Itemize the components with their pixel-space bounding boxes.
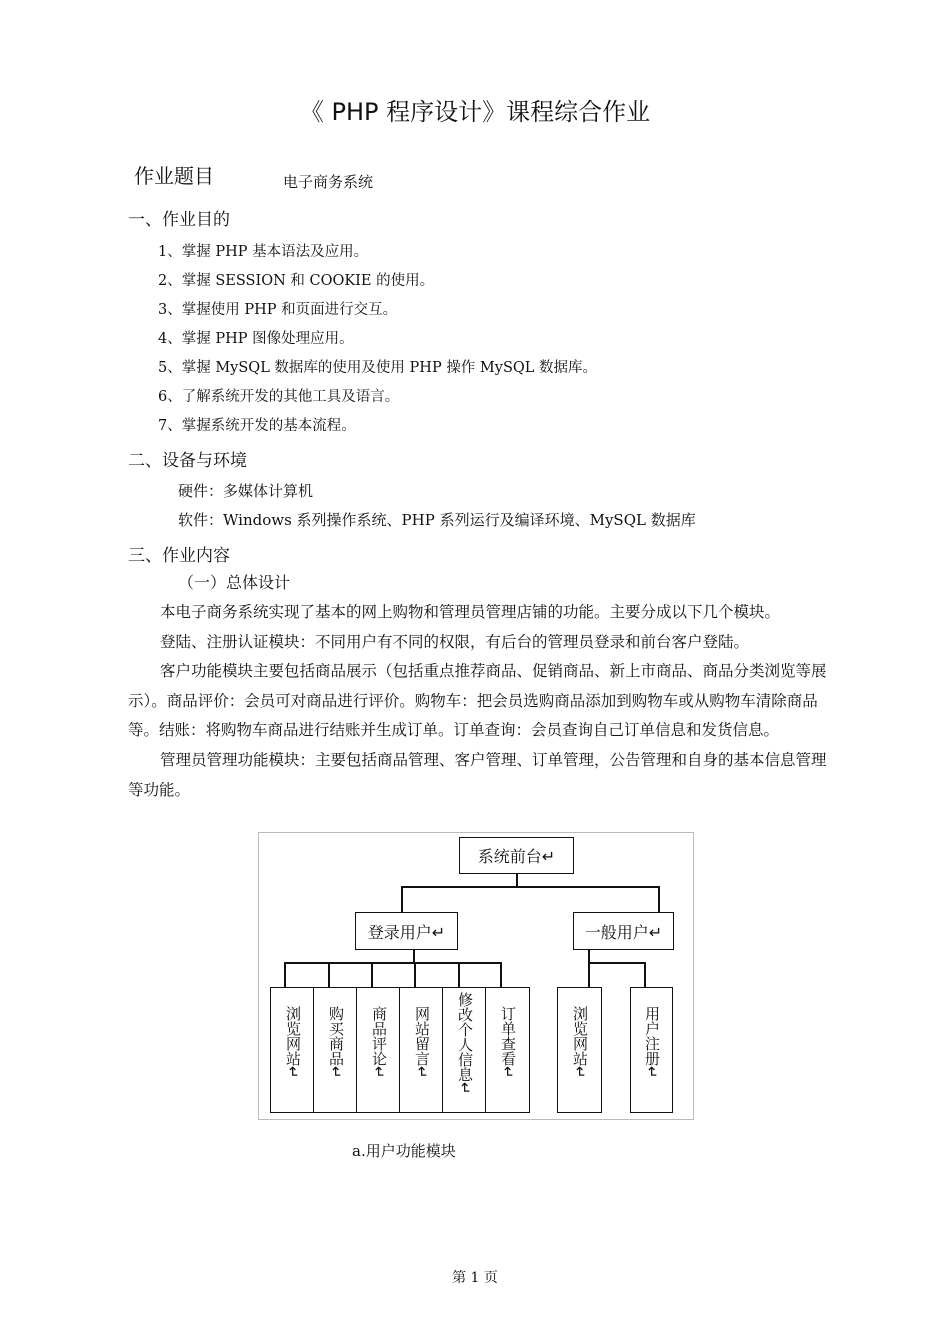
goal-item: 2、掌握 SESSION 和 COOKIE 的使用。 — [158, 273, 435, 289]
diagram-group-guest: 一般用户↵ — [573, 912, 674, 950]
paragraph: 登陆、注册认证模块：不同用户有不同的权限，有后台的管理员登录和前台客户登陆。 — [160, 632, 750, 651]
goal-item: 1、掌握 PHP 基本语法及应用。 — [158, 244, 369, 260]
diagram-leaf-site-message: 网站留言↵ — [399, 987, 444, 1113]
diagram-leaf-guest-browse: 浏览网站↵ — [557, 987, 602, 1113]
section-heading-environment: 二、设备与环境 — [128, 451, 247, 471]
hardware-line: 硬件：多媒体计算机 — [178, 482, 314, 500]
paragraph: 管理员管理功能模块：主要包括商品管理、客户管理、订单管理，公告管理和自身的基本信息管理等功能。 — [128, 750, 827, 799]
figure-caption: a.用户功能模块 — [352, 1142, 456, 1160]
diagram-leaf-register: 用户注册↵ — [630, 987, 673, 1113]
goal-item: 6、了解系统开发的其他工具及语言。 — [158, 389, 400, 405]
paragraph: 本电子商务系统实现了基本的网上购物和管理员管理店铺的功能。主要分成以下几个模块。 — [160, 603, 781, 621]
goal-item: 4、掌握 PHP 图像处理应用。 — [158, 331, 354, 347]
goal-item: 5、掌握 MySQL 数据库的使用及使用 PHP 操作 MySQL 数据库。 — [158, 360, 598, 376]
content-subheading: （一）总体设计 — [178, 573, 291, 592]
user-module-diagram — [258, 832, 694, 1120]
topic-label: 作业题目 — [134, 164, 214, 188]
diagram-leaf-view-orders: 订单查看↵ — [485, 987, 530, 1113]
diagram-leaf-edit-profile: 修改个人信息↵ — [442, 987, 487, 1113]
page-number: 第 1 页 — [452, 1270, 498, 1286]
diagram-leaf-buy-products: 购买商品↵ — [313, 987, 358, 1113]
content-body — [128, 598, 828, 805]
diagram-leaf-browse-site: 浏览网站↵ — [270, 987, 315, 1113]
software-line: 软件：Windows 系列操作系统、PHP 系列运行及编译环境、MySQL 数据库 — [178, 511, 696, 529]
topic-value: 电子商务系统 — [283, 173, 374, 191]
diagram-leaf-product-review: 商品评论↵ — [356, 987, 401, 1113]
goal-item: 7、掌握系统开发的基本流程。 — [158, 418, 356, 434]
document-title: 《 PHP 程序设计》课程综合作业 — [299, 98, 651, 126]
paragraph: 客户功能模块主要包括商品展示（包括重点推荐商品、促销商品、新上市商品、商品分类浏览等展示）。商品评价：会员可对商品进行评价。购物车：把会员选购商品添加到购物车或从购物车清除商品等。结账：将购物车商品进行结账并生成订单。订单查询：会员查询自己订单信息和发货信息。 — [128, 662, 827, 740]
diagram-root-node: 系统前台↵ — [459, 837, 574, 874]
goal-item: 3、掌握使用 PHP 和页面进行交互。 — [158, 302, 398, 318]
section-heading-content: 三、作业内容 — [128, 546, 230, 566]
section-heading-goals: 一、作业目的 — [128, 210, 230, 230]
diagram-group-logged-in: 登录用户↵ — [355, 912, 458, 950]
